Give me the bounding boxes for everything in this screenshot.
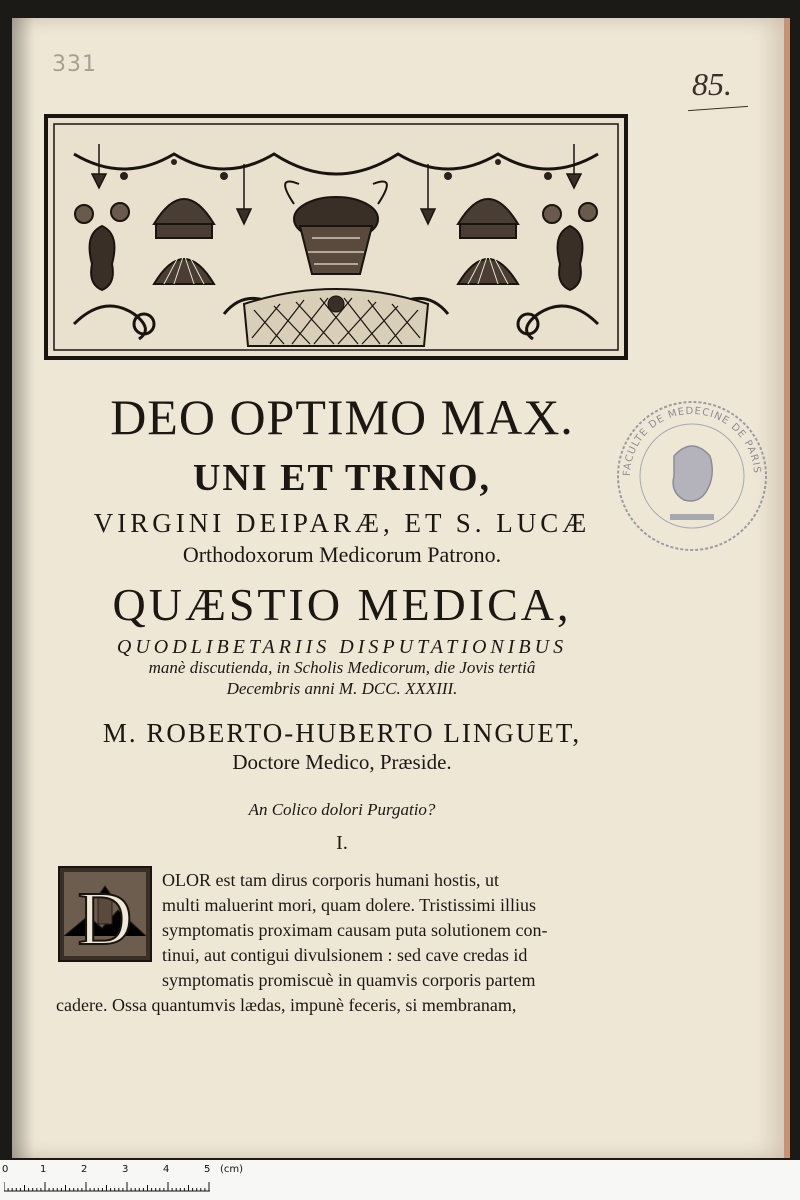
spine-shadow	[12, 18, 34, 1158]
body-line: symptomatis promiscuè in quamvis corporis partem	[162, 970, 536, 990]
stamp-text: FACULTE DE MEDECINE DE PARIS	[621, 405, 763, 477]
dedication-line-4: Orthodoxorum Medicorum Patrono.	[182, 542, 502, 567]
book-page	[12, 18, 790, 1158]
question-title: QUÆSTIO MEDICA,	[112, 579, 572, 630]
scale-unit: (cm)	[220, 1164, 244, 1175]
section-number: I.	[336, 832, 348, 854]
scale-labels	[0, 1164, 300, 1178]
scale-label: 2	[81, 1164, 88, 1175]
body-line: OLOR est tam dirus corporis humani hostis, ut	[162, 870, 499, 890]
measurement-scale	[0, 1160, 800, 1200]
dropcap-letter: D	[77, 877, 133, 961]
scale-ruler	[4, 1182, 210, 1192]
disputation-line-2: manè discutienda, in Scholis Medicorum, die Jovis tertiâ	[148, 658, 536, 677]
scale-label: 4	[163, 1164, 170, 1175]
folio-underline	[688, 106, 748, 111]
scale-label: 5	[204, 1164, 211, 1175]
library-stamp	[612, 396, 772, 556]
scale-label: 3	[122, 1164, 129, 1175]
body-line: symptomatis proximam causam puta solutionem con-	[162, 920, 548, 940]
folio-right-number: 85.	[692, 66, 732, 102]
body-line: multi maluerint mori, quam dolere. Tristissimi illius	[162, 895, 537, 915]
scale-label: 1	[40, 1164, 47, 1175]
scale-label: 0	[2, 1164, 9, 1175]
medical-question: An Colico dolori Purgatio?	[248, 800, 436, 819]
president-name: M. ROBERTO-HUBERTO LINGUET,	[102, 718, 582, 748]
dedication-line-1: DEO OPTIMO MAX.	[110, 389, 574, 445]
body-line: tinui, aut contigui divulsionem : sed cave credas id	[162, 945, 528, 965]
president-role: Doctore Medico, Præside.	[232, 750, 452, 774]
dropcap-initial	[58, 866, 152, 962]
disputation-line-1: QUODLIBETARIIS DISPUTATIONIBUS	[116, 636, 568, 658]
dedication-line-3: VIRGINI DEIPARÆ, ET S. LUCÆ	[93, 508, 591, 538]
woodcut-headpiece	[44, 114, 628, 360]
body-line: cadere. Ossa quantumvis lædas, impunè feceris, si membranam,	[56, 995, 517, 1015]
dedication-line-2: UNI ET TRINO,	[192, 457, 492, 499]
folio-left-number: 331	[52, 52, 97, 77]
disputation-line-3: Decembris anni M. DCC. XXXIII.	[226, 679, 458, 698]
